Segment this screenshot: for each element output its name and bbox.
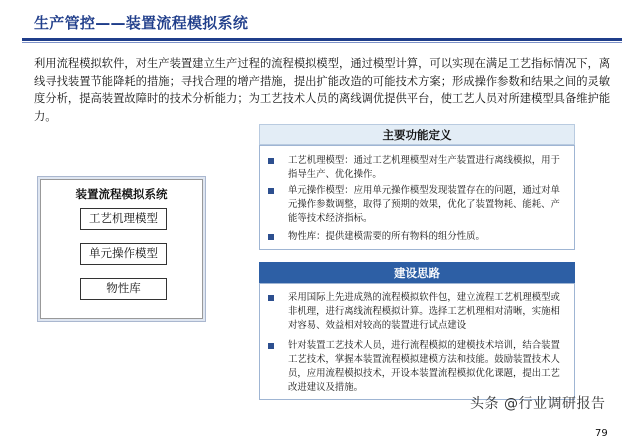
title-divider-thin: [22, 42, 622, 43]
square-bullet-icon: [268, 295, 274, 301]
function-item-text: 单元操作模型：应用单元操作模型发现装置存在的问题，通过对单元操作参数调整，取得了预期的效果，优化了装置物耗、能耗、产能等技术经济指标。: [288, 185, 560, 224]
module-unit-operation-model: 单元操作模型: [80, 243, 167, 265]
function-item: [268, 154, 568, 182]
title-divider: [22, 38, 622, 41]
module-process-mechanism-model: 工艺机理模型: [80, 208, 167, 230]
square-bullet-icon: [268, 188, 274, 194]
page-number: 79: [595, 428, 608, 439]
functions-panel: [259, 145, 575, 250]
function-item-text: 工艺机理模型：通过工艺机理模型对生产装置进行离线模拟，用于指导生产、优化操作。: [288, 155, 560, 180]
approach-item-text: 针对装置工艺技术人员，进行流程模拟的建模技术培训，结合装置工艺技术，掌握本装置流程模拟建模方法和技能。鼓励装置技术人员，应用流程模拟技术，开设本装置流程模拟优化课题，提出工艺改进建议及措施。: [288, 340, 560, 393]
approach-item: [268, 291, 568, 333]
functions-heading: 主要功能定义: [259, 124, 575, 145]
approach-panel: [259, 283, 575, 400]
approach-item: [268, 339, 568, 395]
approach-heading: 建设思路: [259, 262, 575, 283]
watermark: 头条 @行业调研报告: [470, 396, 606, 412]
system-diagram: [40, 179, 203, 319]
square-bullet-icon: [268, 158, 274, 164]
function-item: [268, 184, 568, 226]
approach-item-text: 采用国际上先进成熟的流程模拟软件包，建立流程工艺机理模型或非机理，进行离线流程模拟计算。选择工艺机理相对清晰，实施相对容易、效益相对较高的装置进行试点建设: [288, 292, 560, 331]
square-bullet-icon: [268, 343, 274, 349]
function-item: [268, 230, 568, 244]
page-title: 生产管控——装置流程模拟系统: [34, 14, 249, 32]
intro-paragraph: 利用流程模拟软件，对生产装置建立生产过程的流程模拟模型，通过模型计算，可以实现在满足工艺指标情况下，离线寻找装置节能降耗的措施；寻找合理的增产措施，提出扩能改造的可能技术方案；形成操作参数和结果之间的灵敏度分析，提高装置故障时的技术分析能力；为工艺技术人员的离线调优提供平台，使工艺人员对所建模型具备维护能力。: [34, 57, 611, 123]
system-title: 装置流程模拟系统: [75, 187, 168, 201]
square-bullet-icon: [268, 234, 274, 240]
module-property-library: 物性库: [80, 278, 167, 300]
function-item-text: 物性库：提供建模需要的所有物料的组分性质。: [288, 231, 485, 242]
